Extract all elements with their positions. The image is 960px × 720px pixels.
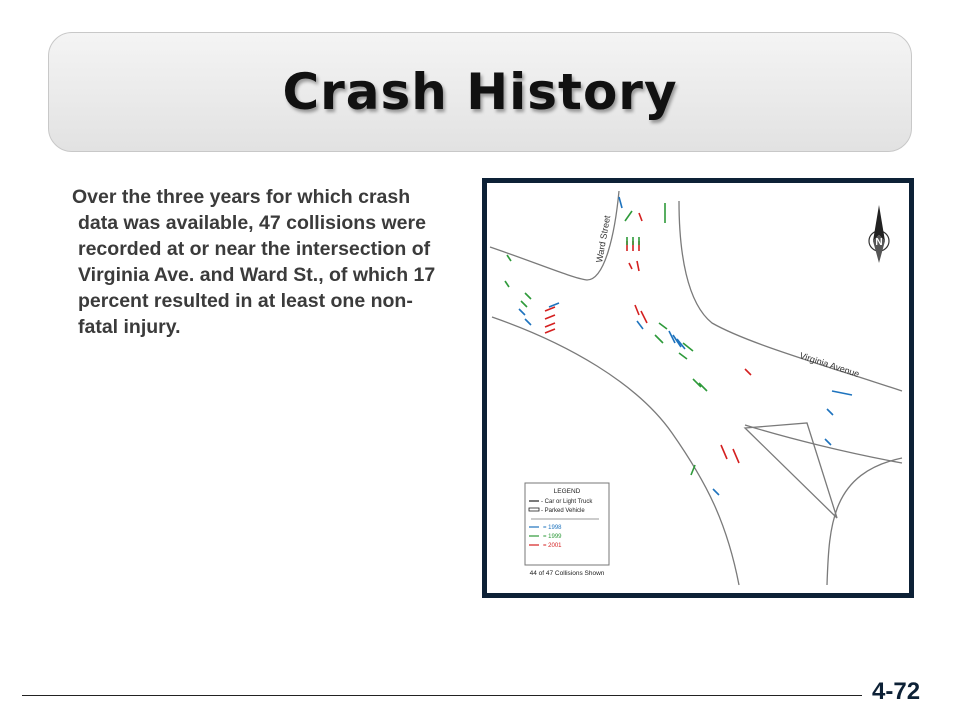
legend-parked: - Parked Vehicle bbox=[541, 508, 585, 514]
slide-title: Crash History bbox=[282, 63, 678, 121]
legend-year-2001: = 2001 bbox=[543, 543, 562, 549]
slide-number: 4-72 bbox=[872, 678, 921, 705]
body-paragraph: Over the three years for which crash data was available, 47 collisions were recorded at or near the intersection of Virginia Ave. and Ward St., of which 17 percent resulted in at least one non-fatal injury. bbox=[72, 186, 436, 338]
curb-east-lower bbox=[827, 458, 902, 585]
legend-car: - Car or Light Truck bbox=[541, 499, 593, 505]
title-banner bbox=[48, 32, 912, 152]
svg-text:N: N bbox=[875, 237, 883, 248]
footer-divider bbox=[22, 695, 862, 696]
legend-caption: 44 of 47 Collisions Shown bbox=[529, 570, 605, 577]
crash-diagram bbox=[482, 178, 914, 598]
island-curb bbox=[745, 423, 837, 518]
north-arrow-icon bbox=[869, 205, 889, 263]
legend-year-1999: = 1999 bbox=[543, 534, 562, 540]
curb-se bbox=[745, 425, 902, 463]
legend-year-1998: = 1998 bbox=[543, 525, 562, 531]
legend bbox=[525, 483, 609, 577]
legend-title: LEGEND bbox=[553, 488, 581, 495]
crash-arrows bbox=[505, 197, 852, 495]
intersection-map bbox=[487, 183, 909, 593]
virginia-avenue-label: Virginia Avenue bbox=[798, 350, 861, 380]
ward-street-label: Ward Street bbox=[594, 214, 613, 264]
curb-ne bbox=[679, 201, 902, 391]
